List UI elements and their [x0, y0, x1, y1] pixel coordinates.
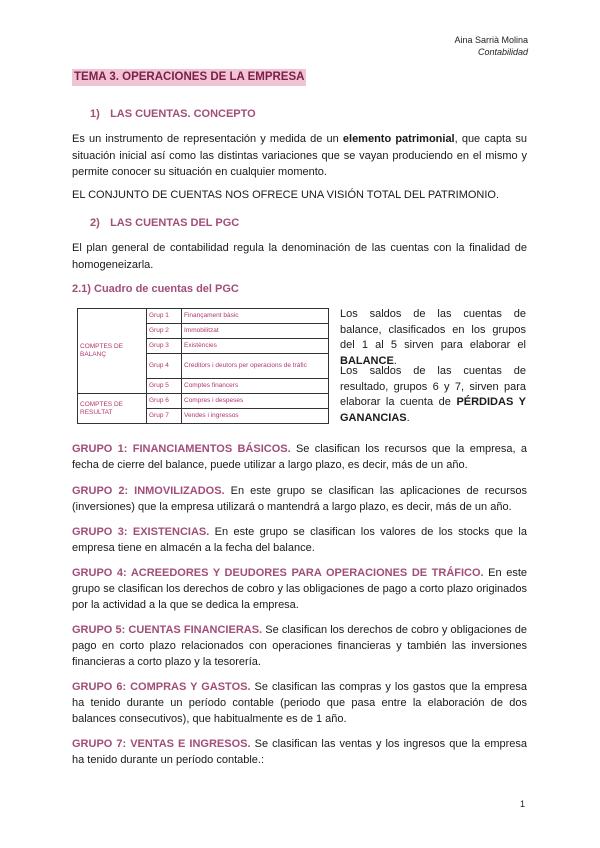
group-7-paragraph [72, 736, 527, 768]
group-4-paragraph [72, 565, 527, 613]
group-desc-cell: Creditors i deutors per operacions de tràfic [182, 354, 329, 379]
text-run: Los saldos de las cuentas de resultado, grupos 6 y 7, sirven para elaborar la cuenta de [340, 365, 526, 408]
group-desc-cell: Comptes financers [182, 379, 329, 394]
section-2-number: 2) [90, 217, 100, 229]
section-1-number: 1) [90, 108, 100, 120]
table-row [78, 309, 329, 324]
text-run: . [393, 354, 397, 367]
group-cell: Grup 6 [147, 394, 182, 409]
group-1-paragraph [72, 441, 527, 473]
group-desc-cell: Compres i despeses [182, 394, 329, 409]
table-row [78, 394, 329, 409]
group-heading: GRUPO 5: CUENTAS FINANCIERAS. [72, 624, 263, 636]
page-number: 1 [520, 799, 526, 809]
accounts-table [77, 308, 329, 424]
header-author: Aina Sarrià Molina [454, 35, 528, 45]
group-cell: Grup 1 [147, 309, 182, 324]
results-note [340, 364, 526, 426]
group-desc-cell: Vendes i ingressos [182, 409, 329, 424]
group-text: Se clasifican los derechos de cobro y obligaciones de pago en corto plazo relacionados con operaciones financieras y también las inversiones financieras a corto plazo y la tesorería. [72, 624, 527, 668]
balance-note [340, 307, 526, 369]
group-6-paragraph [72, 679, 527, 727]
header-subject: Contabilidad [477, 47, 528, 57]
group-text: En este grupo se clasifican los derechos de cobro y las obligaciones de pago a corto plazo originados por la actividad a la que se dedica la empresa. [72, 567, 527, 611]
text-run: , que capta su situación inicial así como las distintas variaciones que se vayan produciendo en el mismo y permite conocer su situación en cualquier momento. [72, 133, 527, 178]
text-run: Es un instrumento de representación y medida de un [72, 133, 343, 145]
group-heading: GRUPO 4: ACREEDORES Y DEUDORES PARA OPERACIONES DE TRÁFICO. [72, 567, 484, 579]
group-cell: Grup 4 [147, 354, 182, 379]
group-3-paragraph [72, 524, 527, 556]
section-1-heading [90, 107, 256, 121]
group-text: Se clasifican los recursos que la empresa, a fecha de cierre del balance, puede utilizar a largo plazo, es decir, más de un año. [72, 443, 527, 471]
group-cell: Grup 7 [147, 409, 182, 424]
page-header [454, 34, 528, 58]
subsection-heading: 2.1) Cuadro de cuentas del PGC [72, 283, 239, 295]
section-1-title: LAS CUENTAS. CONCEPTO [110, 108, 256, 120]
group-cell: Grup 2 [147, 324, 182, 339]
bold-term: PÉRDIDAS Y GANANCIAS [340, 396, 526, 424]
section-2-paragraph: El plan general de contabilidad regula la denominación de las cuentas con la finalidad de homogeneizarla. [72, 242, 527, 271]
group-heading: GRUPO 6: COMPRAS Y GASTOS. [72, 681, 251, 693]
section-1-statement: EL CONJUNTO DE CUENTAS NOS OFRECE UNA VISIÓN TOTAL DEL PATRIMONIO. [72, 189, 500, 201]
group-text: Se clasifican las ventas y los ingresos que la empresa ha tenido durante un período contable.: [72, 738, 528, 766]
section-2-title: LAS CUENTAS DEL PGC [110, 217, 240, 229]
group-text: En este grupo se clasifican las aplicaciones de recursos (inversiones) que la empresa utilizará o mantendrá a largo plazo, es decir, más de un año. [72, 485, 527, 513]
group-heading: GRUPO 1: FINANCIAMENTOS BÁSICOS. [72, 443, 291, 455]
group-5-paragraph [72, 622, 527, 670]
group-cell: Grup 3 [147, 339, 182, 354]
text-run: Los saldos de las cuentas de balance, clasificados en los grupos del 1 al 5 sirven para elaborar el [340, 308, 526, 351]
group-heading: GRUPO 7: VENTAS E INGRESOS. [72, 738, 251, 750]
group-cell: Grup 5 [147, 379, 182, 394]
group-text: Se clasifican las compras y los gastos que la empresa ha tenido durante un período contable (periodo que pasa entre la elaboración de dos balances consecutivos), que habitualmente es de 1 año. [72, 681, 527, 725]
section-1-paragraph [72, 131, 527, 181]
group-text: En este grupo se clasifican los valores de los stocks que la empresa tiene en almacén a la fecha del balance. [72, 526, 527, 554]
bold-term: BALANCE [340, 354, 394, 367]
section-2-heading [90, 216, 239, 230]
text-run: . [406, 411, 410, 424]
group-heading: GRUPO 3: EXISTENCIAS. [72, 526, 210, 538]
group-desc-cell: Immobilitzat [182, 324, 329, 339]
page-title: TEMA 3. OPERACIONES DE LA EMPRESA [72, 69, 306, 86]
balance-accounts-label: COMPTES DE BALANÇ [78, 309, 147, 394]
result-accounts-label: COMPTES DE RESULTAT [78, 394, 147, 424]
group-2-paragraph [72, 483, 527, 515]
bold-term: elemento patrimonial [342, 133, 455, 145]
group-desc-cell: Finançament bàsic [182, 309, 329, 324]
group-desc-cell: Existències [182, 339, 329, 354]
group-heading: GRUPO 2: INMOVILIZADOS. [72, 485, 225, 497]
